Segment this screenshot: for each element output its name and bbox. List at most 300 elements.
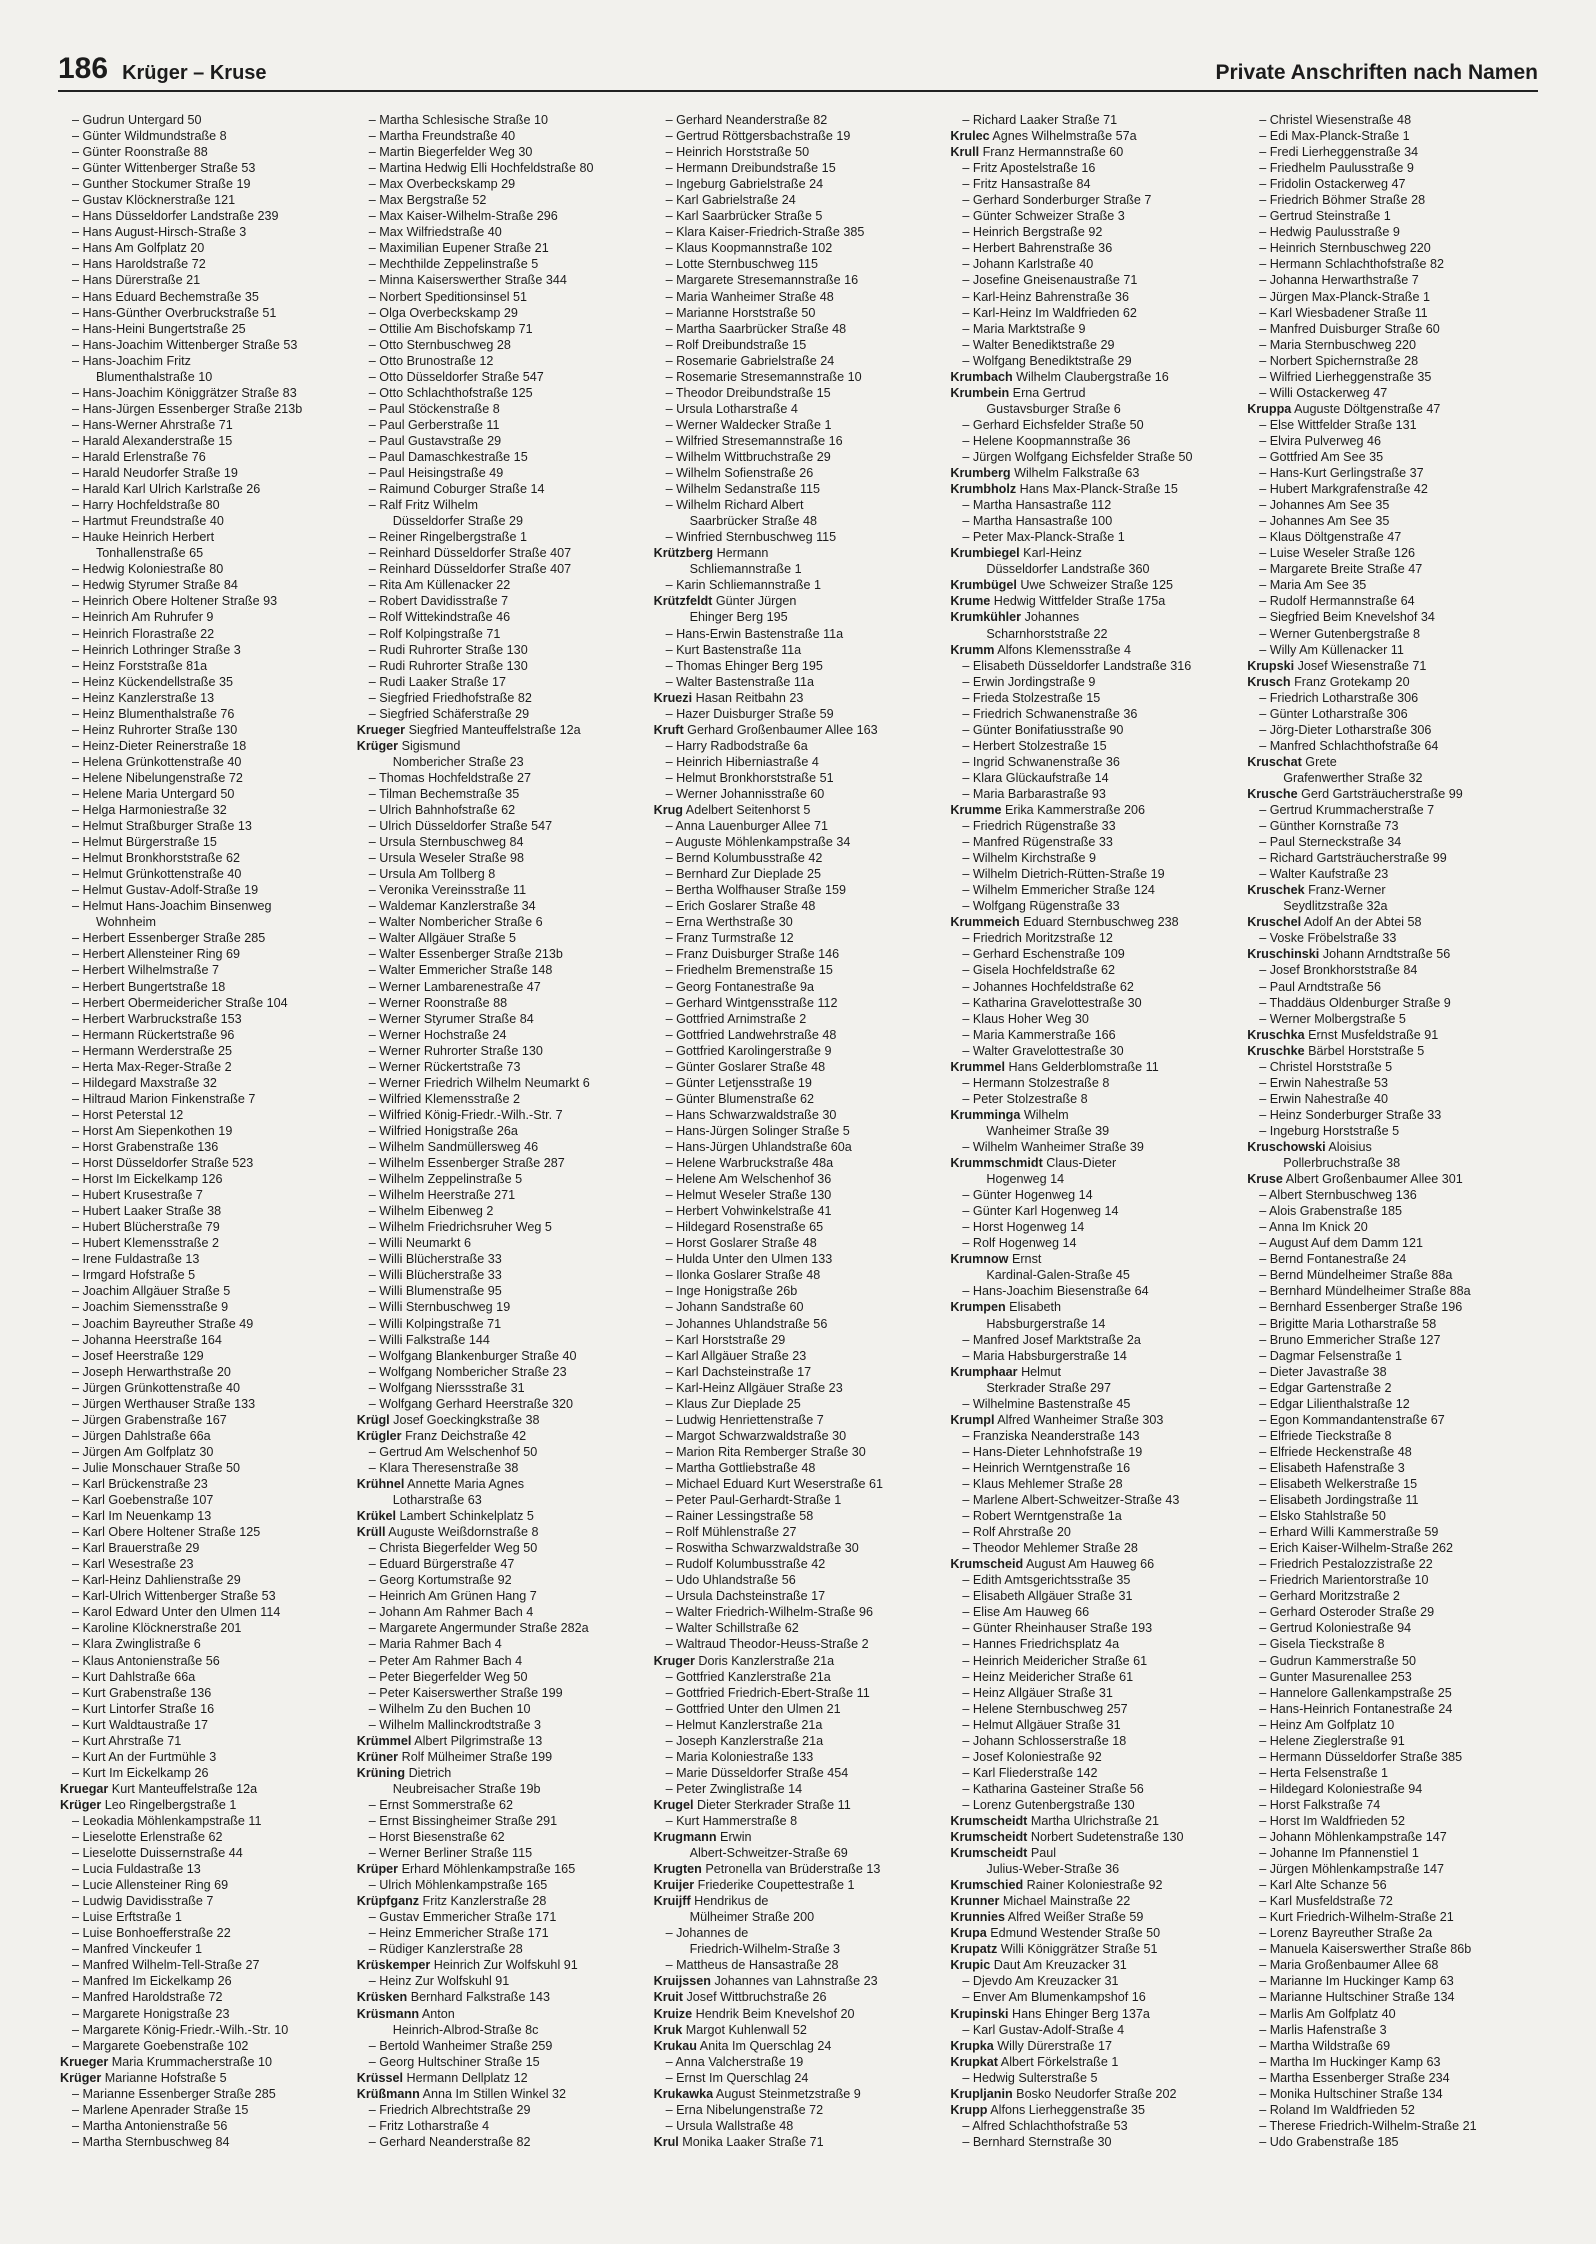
directory-entry: – Werner Waldecker Straße 1 — [665, 417, 832, 432]
directory-entry: – Ilonka Goslarer Straße 48 — [665, 1268, 821, 1283]
directory-entry: Wohnheim — [96, 915, 156, 930]
directory-entry: – Karl Gustav-Adolf-Straße 4 — [962, 2022, 1125, 2037]
directory-entry: – Karl Saarbrücker Straße 5 — [665, 209, 823, 224]
directory-entry: – Hans-Joachim Königgrätzer Straße 83 — [72, 385, 297, 400]
directory-entry: – Johann Am Rahmer Bach 4 — [368, 1605, 534, 1620]
directory-entry: Krupkat Albert Förkelstraße 1 — [950, 2054, 1119, 2069]
directory-entry: – Johanna Heerstraße 164 — [72, 1332, 222, 1347]
directory-entry: – Werner Styrumer Straße 84 — [368, 1011, 534, 1026]
directory-entry: – Hermann Stolzestraße 8 — [962, 1075, 1110, 1090]
directory-entry: Krummeich Eduard Sternbuschweg 238 — [950, 915, 1179, 930]
directory-entry: Krusch Franz Grotekamp 20 — [1247, 674, 1410, 689]
directory-entry: – Günter Lotharstraße 306 — [1259, 706, 1408, 721]
directory-entry: – Martha Im Huckinger Kamp 63 — [1259, 2054, 1441, 2069]
directory-entry: – Bernd Kolumbusstraße 42 — [665, 851, 823, 866]
directory-entry: – Manfred Wilhelm-Tell-Straße 27 — [72, 1958, 260, 1973]
directory-entry: – Josef Bronkhorststraße 84 — [1259, 963, 1418, 978]
directory-entry: Kruijer Friederike Coupettestraße 1 — [653, 1878, 855, 1893]
directory-entry: – Martha Gottliebstraße 48 — [665, 1460, 816, 1475]
directory-entry: – Jürgen Werthauser Straße 133 — [72, 1396, 256, 1411]
directory-entry: – Karl Musfeldstraße 72 — [1259, 1894, 1393, 1909]
directory-entry: – Ludwig Henriettenstraße 7 — [665, 1412, 824, 1427]
directory-entry: – Gisela Tieckstraße 8 — [1259, 1637, 1385, 1652]
directory-entry: – Irmgard Hofstraße 5 — [72, 1268, 196, 1283]
directory-entry: – Max Wilfriedstraße 40 — [368, 225, 502, 240]
directory-entry: – Manfred Vinckeufer 1 — [72, 1942, 202, 1957]
directory-entry: – Hildegard Rosenstraße 65 — [665, 1220, 824, 1235]
directory-entry: – Marlene Albert-Schweitzer-Straße 43 — [962, 1493, 1180, 1508]
directory-entry: – Horst Goslarer Straße 48 — [665, 1236, 817, 1251]
directory-entry: – Josefine Gneisenaustraße 71 — [962, 273, 1138, 288]
directory-entry: – Elisabeth Welkerstraße 15 — [1259, 1476, 1418, 1491]
directory-entry: – Joachim Bayreuther Straße 49 — [72, 1316, 254, 1331]
directory-entry: – Manfred Josef Marktstraße 2a — [962, 1332, 1141, 1347]
directory-entry: – Erhard Willi Kammerstraße 59 — [1259, 1525, 1439, 1540]
directory-entry: – Johann Schlosserstraße 18 — [962, 1733, 1127, 1748]
directory-entry: – Karl Im Neuenkamp 13 — [72, 1509, 212, 1524]
directory-entry: – Martha Hansastraße 112 — [962, 498, 1112, 513]
directory-entry: – Werner Johannisstraße 60 — [665, 786, 825, 801]
directory-entry: – Werner Gutenbergstraße 8 — [1259, 626, 1420, 641]
directory-entry: Krueger Maria Krummacherstraße 10 — [60, 2054, 273, 2069]
directory-entry: – Leokadia Möhlenkampstraße 11 — [72, 1813, 262, 1828]
directory-entry: – Karl Horststraße 29 — [665, 1332, 786, 1347]
directory-entry: – Katharina Gasteiner Straße 56 — [962, 1781, 1144, 1796]
directory-entry: – Marlis Am Golfplatz 40 — [1259, 2006, 1396, 2021]
directory-entry: – Erna Werthstraße 30 — [665, 915, 793, 930]
directory-entry: – Walter Nombericher Straße 6 — [368, 915, 543, 930]
directory-entry: – Margarete Honigstraße 23 — [72, 2006, 230, 2021]
directory-entry: – Horst Grabenstraße 136 — [72, 1140, 219, 1154]
directory-entry: Krueger Siegfried Manteuffelstraße 12a — [356, 722, 581, 737]
directory-entry: – Walter Gravelottestraße 30 — [962, 1043, 1124, 1058]
directory-entry: – Lucie Allensteiner Ring 69 — [72, 1878, 229, 1893]
directory-entry: – Hans-Heinrich Fontanestraße 24 — [1259, 1701, 1453, 1716]
directory-entry: – Dieter Javastraße 38 — [1259, 1364, 1387, 1379]
directory-entry: – Rolf Ahrstraße 20 — [962, 1525, 1071, 1540]
directory-entry: Kruschke Bärbel Horststraße 5 — [1247, 1043, 1425, 1058]
directory-entry: – Kurt Im Eickelkamp 26 — [72, 1765, 209, 1780]
directory-entry: – Max Overbeckskamp 29 — [368, 177, 516, 192]
directory-entry: – Martha Schlesische Straße 10 — [368, 113, 548, 127]
directory-entry: – Olga Overbeckskamp 29 — [368, 305, 518, 320]
directory-entry: – Willi Blumenstraße 95 — [368, 1284, 502, 1299]
directory-entry: – Fritz Lotharstraße 4 — [368, 2118, 490, 2133]
directory-entry: – Erwin Nahestraße 53 — [1259, 1075, 1388, 1090]
directory-entry: – Anna Lauenburger Allee 71 — [665, 819, 829, 834]
directory-entry: – Helmut Bronkhorststraße 51 — [665, 770, 834, 785]
directory-entry: Kruschinski Johann Arndtstraße 56 — [1247, 947, 1451, 962]
directory-column-3 — [654, 112, 943, 2150]
directory-entry: Albert-Schweitzer-Straße 69 — [689, 1846, 848, 1861]
directory-entry: – Hans-Werner Ahrstraße 71 — [72, 417, 233, 432]
directory-entry: – Martha Freundstraße 40 — [368, 129, 516, 144]
directory-entry: – Hedwig Paulusstraße 9 — [1259, 225, 1400, 240]
directory-entry: – Wolfgang Blankenburger Straße 40 — [368, 1348, 577, 1363]
directory-entry: – Wilhelm Sandmüllersweg 46 — [368, 1140, 539, 1154]
directory-entry: – Maria Kammerstraße 166 — [962, 1027, 1116, 1042]
directory-entry: Tonhallenstraße 65 — [96, 546, 204, 561]
directory-entry: – Gisela Hochfeldstraße 62 — [962, 963, 1115, 978]
directory-entry: – Ursula Weseler Straße 98 — [368, 851, 524, 866]
directory-entry: – Paul Stöckenstraße 8 — [368, 401, 500, 416]
directory-entry: – Hauke Heinrich Herbert — [72, 530, 215, 545]
directory-entry: – Paul Sterneckstraße 34 — [1259, 835, 1402, 850]
directory-entry: – Rudi Ruhrorter Straße 130 — [368, 642, 528, 657]
directory-entry: Krugel Dieter Sterkrader Straße 11 — [653, 1797, 851, 1812]
directory-entry: – Kurt Dahlstraße 66a — [72, 1669, 196, 1684]
directory-entry: – Gertrud Röttgersbachstraße 19 — [665, 129, 851, 144]
directory-entry: Krupinski Hans Ehinger Berg 137a — [950, 2006, 1150, 2021]
directory-entry: – Karl-Heinz Allgäuer Straße 23 — [665, 1380, 843, 1395]
directory-entry: – Werner Berliner Straße 115 — [368, 1846, 533, 1861]
directory-entry: – Peter Paul-Gerhardt-Straße 1 — [665, 1493, 842, 1508]
directory-entry: – Gunther Stockumer Straße 19 — [72, 177, 251, 192]
directory-entry: Düsseldorfer Landstraße 360 — [986, 562, 1150, 577]
directory-entry: – Hans-Dieter Lehnhofstraße 19 — [962, 1444, 1143, 1459]
directory-columns — [60, 112, 1536, 2150]
directory-entry: Krumminga Wilhelm — [950, 1107, 1069, 1122]
directory-entry: – Gudrun Kammerstraße 50 — [1259, 1653, 1416, 1668]
directory-entry: – Margarete König-Friedr.-Wilh.-Str. 10 — [72, 2022, 289, 2037]
directory-entry: – Maria Am See 35 — [1259, 578, 1367, 593]
directory-entry: Kruegar Kurt Manteuffelstraße 12a — [60, 1781, 258, 1796]
directory-entry: – Herta Felsenstraße 1 — [1259, 1765, 1388, 1780]
directory-entry: – Karl Wiesbadener Straße 11 — [1259, 305, 1428, 320]
directory-entry: – Günter Karl Hogenweg 14 — [962, 1204, 1119, 1219]
directory-entry: Krummel Hans Gelderblomstraße 11 — [950, 1059, 1159, 1074]
directory-entry: – Willi Sternbuschweg 19 — [368, 1300, 511, 1315]
directory-entry: – Klaus Hoher Weg 30 — [962, 1011, 1089, 1026]
directory-entry: – Rosemarie Stresemannstraße 10 — [665, 369, 862, 384]
directory-entry: – Herbert Warbruckstraße 153 — [72, 1011, 242, 1026]
directory-entry: Krumbholz Hans Max-Planck-Straße 15 — [950, 482, 1178, 497]
directory-entry: – Ernst Bissingheimer Straße 291 — [368, 1813, 558, 1828]
directory-entry: – Rita Am Küllenacker 22 — [368, 578, 511, 593]
directory-entry: – Reiner Ringelbergstraße 1 — [368, 530, 527, 545]
directory-entry: – Rolf Hogenweg 14 — [962, 1236, 1077, 1251]
header-left — [58, 54, 267, 84]
directory-entry: – Wilhelm Wittbruchstraße 29 — [665, 449, 831, 464]
directory-entry: – Alfred Schlachthofstraße 53 — [962, 2118, 1128, 2133]
directory-entry: – Tilman Bechemstraße 35 — [368, 786, 520, 801]
directory-entry: – Herbert Allensteiner Ring 69 — [72, 947, 241, 962]
directory-entry: – Gertrud Koloniestraße 94 — [1259, 1621, 1412, 1636]
directory-entry: – Jürgen Max-Planck-Straße 1 — [1259, 289, 1430, 304]
directory-entry: – Gustav Klöcknerstraße 121 — [72, 193, 236, 208]
directory-entry: – Hans August-Hirsch-Straße 3 — [72, 225, 247, 240]
directory-entry: – Siegfried Friedhofstraße 82 — [368, 690, 532, 705]
directory-entry: – Erich Goslarer Straße 48 — [665, 899, 816, 914]
directory-entry: Krühnel Annette Maria Agnes — [356, 1476, 525, 1491]
directory-entry: – Helmut Kanzlerstraße 21a — [665, 1717, 823, 1732]
directory-entry: – Rosemarie Gabrielstraße 24 — [665, 353, 835, 368]
directory-entry: – Hans Dürerstraße 21 — [72, 273, 201, 288]
directory-entry: – Gudrun Untergard 50 — [72, 113, 202, 127]
directory-entry: – Günter Rheinhauser Straße 193 — [962, 1621, 1153, 1636]
directory-entry: – Gerhard Eichsfelder Straße 50 — [962, 417, 1144, 432]
directory-column-5 — [1247, 112, 1536, 2150]
directory-entry: – Thaddäus Oldenburger Straße 9 — [1259, 995, 1451, 1010]
directory-entry: – Hans-Heini Bungertstraße 25 — [72, 321, 246, 336]
directory-entry: – Kurt An der Furtmühle 3 — [72, 1749, 217, 1764]
directory-entry: – Edgar Lilienthalstraße 12 — [1259, 1396, 1410, 1411]
directory-entry: – Rudolf Hermannstraße 64 — [1259, 594, 1415, 609]
directory-entry: Kruschka Ernst Musfeldstraße 91 — [1247, 1027, 1439, 1042]
directory-entry: – Hans-Kurt Gerlingstraße 37 — [1259, 466, 1424, 481]
directory-entry: – Ralf Fritz Wilhelm — [368, 498, 478, 513]
directory-entry: – Helene Koopmannstraße 36 — [962, 433, 1131, 448]
directory-entry: – Heinz-Dieter Reinerstraße 18 — [72, 738, 247, 753]
directory-entry: – Karl Gabrielstraße 24 — [665, 193, 796, 208]
directory-entry: Ehinger Berg 195 — [689, 610, 788, 625]
directory-entry: – Wilhelm Eibenweg 2 — [368, 1204, 494, 1219]
directory-entry: – Lucia Fuldastraße 13 — [72, 1862, 201, 1877]
directory-entry: Kruschel Adolf An der Abtei 58 — [1247, 915, 1422, 930]
directory-entry: Krüssel Hermann Dellplatz 12 — [356, 2070, 528, 2085]
directory-entry: – Willy Am Küllenacker 11 — [1259, 642, 1404, 657]
directory-entry: – Hans Düsseldorfer Landstraße 239 — [72, 209, 279, 224]
directory-entry: – Gerhard Neanderstraße 82 — [368, 2134, 531, 2149]
directory-entry: – Martina Hedwig Elli Hochfeldstraße 80 — [368, 161, 594, 176]
directory-entry: Krumphaar Helmut — [950, 1364, 1061, 1379]
directory-entry: Krumme Erika Kammerstraße 206 — [950, 803, 1145, 818]
directory-column-2 — [357, 112, 646, 2150]
directory-entry: – Udo Grabenstraße 185 — [1259, 2134, 1399, 2149]
directory-entry: – Wilhelm Sofienstraße 26 — [665, 466, 814, 481]
directory-entry: – Manuela Kaiserswerther Straße 86b — [1259, 1942, 1472, 1957]
directory-entry: Krüsmann Anton — [356, 2006, 455, 2021]
directory-entry: – Helmut Straßburger Straße 13 — [72, 819, 252, 834]
directory-entry: – Günter Wildmundstraße 8 — [72, 129, 227, 144]
directory-entry: – Heinrich Hiberniastraße 4 — [665, 754, 819, 769]
directory-entry: – Harald Neudorfer Straße 19 — [72, 466, 238, 481]
directory-entry: – Friedhelm Paulusstraße 9 — [1259, 161, 1414, 176]
directory-entry: – Luise Erftstraße 1 — [72, 1910, 182, 1925]
directory-entry: Scharnhorststraße 22 — [986, 626, 1108, 641]
directory-entry: – Kurt Bastenstraße 11a — [665, 642, 802, 657]
directory-entry: – Rudi Laaker Straße 17 — [368, 674, 507, 689]
directory-entry: – Kurt Grabenstraße 136 — [72, 1685, 212, 1700]
directory-entry: Krumpen Elisabeth — [950, 1300, 1061, 1315]
directory-entry: Krüll Auguste Weißdornstraße 8 — [356, 1525, 539, 1540]
directory-entry: Nombericher Straße 23 — [392, 754, 524, 769]
directory-entry: – Peter Zwinglistraße 14 — [665, 1781, 803, 1796]
directory-entry: – Maria Wanheimer Straße 48 — [665, 289, 834, 304]
directory-entry: – Heinz Sonderburger Straße 33 — [1259, 1107, 1442, 1122]
directory-entry: – Karl Obere Holtener Straße 125 — [72, 1525, 261, 1540]
directory-entry: Krupp Alfons Lierheggenstraße 35 — [950, 2102, 1145, 2117]
directory-entry: – Heinrich Lothringer Straße 3 — [72, 642, 241, 657]
directory-entry: – Horst Falkstraße 74 — [1259, 1797, 1381, 1812]
directory-entry: – Bernhard Mündelheimer Straße 88a — [1259, 1284, 1471, 1299]
directory-entry: Krüner Rolf Mülheimer Straße 199 — [356, 1749, 553, 1764]
directory-entry: – Ursula Lotharstraße 4 — [665, 401, 798, 416]
directory-entry: – Hubert Krusestraße 7 — [72, 1188, 203, 1203]
directory-entry: Habsburgerstraße 14 — [986, 1316, 1106, 1331]
directory-entry: – Norbert Speditionsinsel 51 — [368, 289, 528, 304]
directory-entry: – Karl-Ulrich Wittenberger Straße 53 — [72, 1589, 276, 1604]
directory-entry: Krützfeldt Günter Jürgen — [653, 594, 797, 609]
directory-entry: – Horst Im Waldfrieden 52 — [1259, 1813, 1406, 1828]
directory-entry: Krüsken Bernhard Falkstraße 143 — [356, 1990, 551, 2005]
directory-entry: – Kurt Lintorfer Straße 16 — [72, 1701, 215, 1716]
directory-entry: – Inge Honigstraße 26b — [665, 1284, 798, 1299]
directory-entry: – Hermann Düsseldorfer Straße 385 — [1259, 1749, 1463, 1764]
directory-entry: – Günter Bonifatiusstraße 90 — [962, 722, 1124, 737]
directory-entry: – Hermann Dreibundstraße 15 — [665, 161, 836, 176]
directory-entry: – Wilhelm Mallinckrodtstraße 3 — [368, 1717, 541, 1732]
directory-entry: – Josef Koloniestraße 92 — [962, 1749, 1102, 1764]
directory-entry: – Hans-Joachim Biesenstraße 64 — [962, 1284, 1149, 1299]
directory-entry: – Lorenz Gutenbergstraße 130 — [962, 1797, 1135, 1812]
directory-entry: – Raimund Coburger Straße 14 — [368, 482, 545, 497]
directory-entry: – Peter Max-Planck-Straße 1 — [962, 530, 1125, 545]
directory-entry: – Walter Allgäuer Straße 5 — [368, 931, 517, 946]
directory-entry: – Therese Friedrich-Wilhelm-Straße 21 — [1259, 2118, 1477, 2133]
directory-entry: – Joseph Herwarthstraße 20 — [72, 1364, 231, 1379]
directory-entry: – Günter Blumenstraße 62 — [665, 1091, 814, 1106]
directory-entry: – Friedrich Lotharstraße 306 — [1259, 690, 1419, 705]
directory-entry: – Gerhard Wintgensstraße 112 — [665, 995, 838, 1010]
directory-entry: – Helene Zieglerstraße 91 — [1259, 1733, 1405, 1748]
directory-entry: – Bernd Mündelheimer Straße 88a — [1259, 1268, 1453, 1283]
directory-entry: – Karin Schliemannstraße 1 — [665, 578, 821, 593]
directory-entry: – Wilhelmine Bastenstraße 45 — [962, 1396, 1131, 1411]
directory-entry: Kruschek Franz-Werner — [1247, 883, 1386, 898]
directory-entry: – Werner Lambarenestraße 47 — [368, 979, 541, 994]
directory-entry: – Johann Sandstraße 60 — [665, 1300, 804, 1315]
directory-entry: – Wilfried Stresemannstraße 16 — [665, 433, 843, 448]
directory-entry: – Georg Hultschiner Straße 15 — [368, 2054, 540, 2069]
directory-entry: Kruk Margot Kuhlenwall 52 — [653, 2022, 807, 2037]
directory-entry: Krumbein Erna Gertrud — [950, 385, 1086, 400]
directory-entry: Friedrich-Wilhelm-Straße 3 — [689, 1942, 841, 1957]
directory-entry: – Hedwig Styrumer Straße 84 — [72, 578, 238, 593]
directory-entry: – Egon Kommandantenstraße 67 — [1259, 1412, 1445, 1427]
directory-entry: Kruger Doris Kanzlerstraße 21a — [653, 1653, 835, 1668]
directory-entry: – Voske Fröbelstraße 33 — [1259, 931, 1397, 946]
directory-entry: – Friedrich Marientorstraße 10 — [1259, 1573, 1429, 1588]
directory-entry: – Willi Ostackerweg 47 — [1259, 385, 1388, 400]
directory-entry: – Heinrich Florastraße 22 — [72, 626, 215, 641]
directory-entry: – Gertrud Am Welschenhof 50 — [368, 1444, 538, 1459]
directory-entry: Kruschat Grete — [1247, 754, 1337, 769]
directory-entry: – Karl Fliederstraße 142 — [962, 1765, 1098, 1780]
directory-entry: – Horst Düsseldorfer Straße 523 — [72, 1156, 254, 1171]
directory-entry: – Günter Goslarer Straße 48 — [665, 1059, 826, 1074]
directory-entry: Krunnies Alfred Weißer Straße 59 — [950, 1910, 1144, 1925]
directory-entry: – Harald Erlenstraße 76 — [72, 449, 206, 464]
directory-entry: – Dagmar Felsenstraße 1 — [1259, 1348, 1402, 1363]
directory-entry: – Jürgen Grabenstraße 167 — [72, 1412, 227, 1427]
directory-entry: – Helena Grünkottenstraße 40 — [72, 754, 242, 769]
directory-entry: – Wilfried König-Friedr.-Wilh.-Str. 7 — [368, 1107, 563, 1122]
directory-entry: – Mattheus de Hansastraße 28 — [665, 1958, 839, 1973]
directory-entry: – Gerhard Neanderstraße 82 — [665, 113, 828, 127]
directory-entry: – Enver Am Blumenkampshof 16 — [962, 1990, 1146, 2005]
directory-entry: – Günter Schweizer Straße 3 — [962, 209, 1125, 224]
directory-entry: – Walter Friedrich-Wilhelm-Straße 96 — [665, 1605, 873, 1620]
directory-entry: – Rudolf Kolumbusstraße 42 — [665, 1557, 826, 1572]
directory-entry: – Harry Hochfeldstraße 80 — [72, 498, 220, 513]
directory-entry: Kardinal-Galen-Straße 45 — [986, 1268, 1130, 1283]
directory-entry: – Marie Düsseldorfer Straße 454 — [665, 1765, 849, 1780]
directory-entry: Kruse Albert Großenbaumer Allee 301 — [1247, 1172, 1463, 1187]
directory-entry: – Rolf Dreibundstraße 15 — [665, 337, 807, 352]
directory-entry: – Klaus Antonienstraße 56 — [72, 1653, 220, 1668]
directory-entry: – Ulrich Möhlenkampstraße 165 — [368, 1878, 548, 1893]
directory-entry: Krunner Michael Mainstraße 22 — [950, 1894, 1131, 1909]
directory-entry: – Maximilian Eupener Straße 21 — [368, 241, 549, 256]
directory-entry: – Wilhelm Wanheimer Straße 39 — [962, 1140, 1144, 1154]
directory-entry: Sterkrader Straße 297 — [986, 1380, 1111, 1395]
directory-entry: – Friedrich Pestalozzistraße 22 — [1259, 1557, 1433, 1572]
directory-entry: – Ursula Dachsteinstraße 17 — [665, 1589, 826, 1604]
directory-entry: – Ursula Wallstraße 48 — [665, 2118, 794, 2133]
directory-entry: Kruize Hendrik Beim Knevelshof 20 — [653, 2006, 855, 2021]
directory-entry: – Georg Fontanestraße 9a — [665, 979, 815, 994]
directory-entry: – Heinrich Meidericher Straße 61 — [962, 1653, 1148, 1668]
directory-entry: – Theodor Mehlemer Straße 28 — [962, 1541, 1138, 1556]
directory-entry: – Johann Karlstraße 40 — [962, 257, 1094, 272]
directory-entry: – Hans-Jürgen Essenberger Straße 213b — [72, 401, 303, 416]
directory-entry: – Katharina Gravelottestraße 30 — [962, 995, 1142, 1010]
directory-entry: – Johannes Am See 35 — [1259, 498, 1390, 513]
directory-entry: – Harald Alexanderstraße 15 — [72, 433, 233, 448]
directory-entry: Krumschied Rainer Koloniestraße 92 — [950, 1878, 1163, 1893]
directory-entry: Krützberg Hermann — [653, 546, 769, 561]
directory-entry: – Marion Rita Remberger Straße 30 — [665, 1444, 866, 1459]
directory-entry: – Gottfried Unter den Ulmen 21 — [665, 1701, 841, 1716]
directory-entry: – Edi Max-Planck-Straße 1 — [1259, 129, 1410, 144]
directory-entry: Lotharstraße 63 — [392, 1493, 482, 1508]
directory-entry: – Anna Im Knick 20 — [1259, 1220, 1368, 1235]
directory-entry: – Rolf Mühlenstraße 27 — [665, 1525, 797, 1540]
directory-entry: – Karol Edward Unter den Ulmen 114 — [72, 1605, 281, 1620]
directory-entry: – Peter Kaiserswerther Straße 199 — [368, 1685, 563, 1700]
directory-entry: – Rolf Wittekindstraße 46 — [368, 610, 511, 625]
directory-entry: – Heinrich Obere Holtener Straße 93 — [72, 594, 278, 609]
directory-entry: – Herta Max-Reger-Straße 2 — [72, 1059, 232, 1074]
directory-entry: – Elise Am Hauweg 66 — [962, 1605, 1090, 1620]
directory-entry: – Hedwig Koloniestraße 80 — [72, 562, 224, 577]
directory-entry: – Gerhard Sonderburger Straße 7 — [962, 193, 1152, 208]
directory-entry: – Ursula Sternbuschweg 84 — [368, 835, 524, 850]
directory-entry: Krumkühler Johannes — [950, 610, 1080, 625]
directory-entry: – Otto Sternbuschweg 28 — [368, 337, 511, 352]
directory-entry: – Julie Monschauer Straße 50 — [72, 1460, 241, 1475]
directory-entry: – Roland Im Waldfrieden 52 — [1259, 2102, 1415, 2117]
directory-entry: – Heinz Emmericher Straße 171 — [368, 1926, 549, 1941]
directory-entry: Krumberg Wilhelm Falkstraße 63 — [950, 466, 1140, 481]
directory-entry: – Erwin Nahestraße 40 — [1259, 1091, 1388, 1106]
directory-entry: – Wolfgang Nierssstraße 31 — [368, 1380, 525, 1395]
directory-entry: – Friedrich Rügenstraße 33 — [962, 819, 1116, 834]
directory-entry: – Fritz Hansastraße 84 — [962, 177, 1091, 192]
directory-entry: – Klara Kaiser-Friedrich-Straße 385 — [665, 225, 865, 240]
directory-entry: – Ulrich Düsseldorfer Straße 547 — [368, 819, 553, 834]
directory-entry: – Helmut Hans-Joachim Binsenweg — [72, 899, 272, 914]
directory-entry: – Martin Biegerfelder Weg 30 — [368, 145, 533, 160]
directory-entry: – Kurt Waldtaustraße 17 — [72, 1717, 209, 1732]
directory-entry: – Wolfgang Rügenstraße 33 — [962, 899, 1120, 914]
directory-entry: – Ulrich Bahnhofstraße 62 — [368, 803, 516, 818]
directory-entry: – Hans Eduard Bechemstraße 35 — [72, 289, 259, 304]
directory-entry: – Rainer Lessingstraße 58 — [665, 1509, 814, 1524]
directory-entry: – Jürgen Dahlstraße 66a — [72, 1428, 211, 1443]
directory-entry: – Friedrich Albrechtstraße 29 — [368, 2102, 531, 2117]
